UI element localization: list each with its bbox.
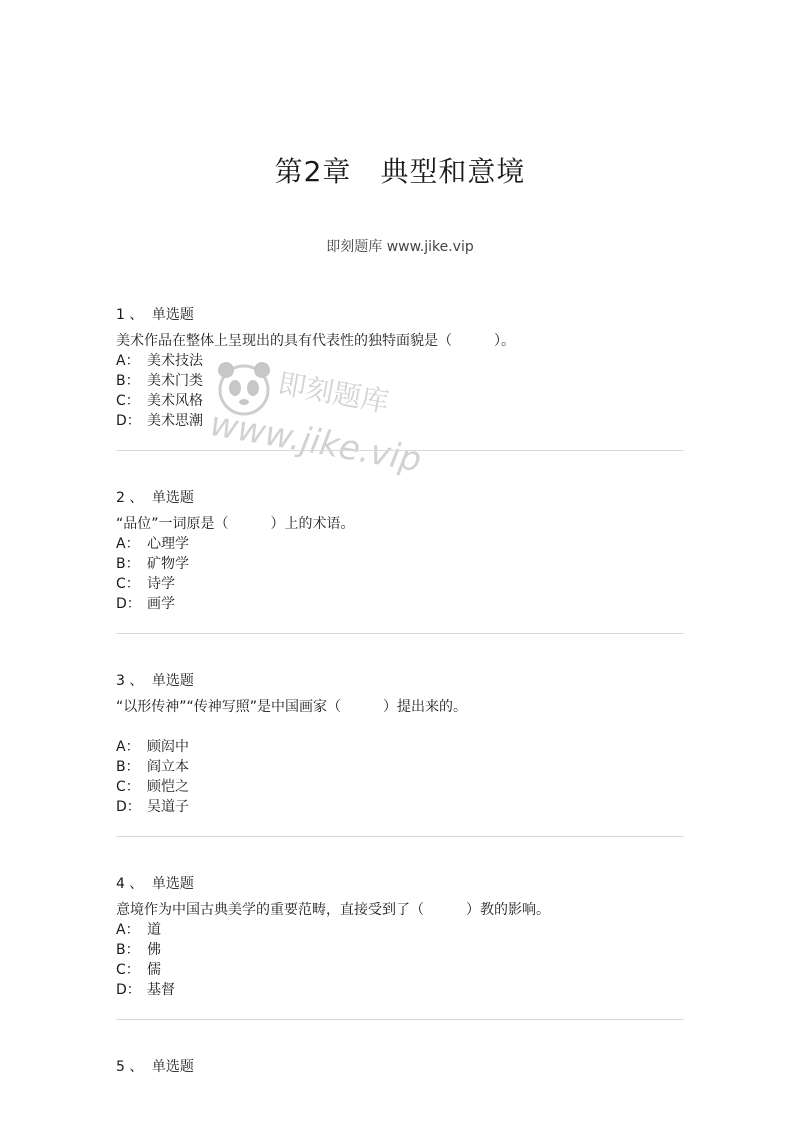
question-header: [116, 671, 684, 691]
question-text: “以形传神”“传神写照”是中国画家（ ）提出来的。: [116, 699, 468, 715]
option-c[interactable]: [116, 391, 684, 411]
question-separator: 、: [129, 1059, 144, 1075]
option-a[interactable]: [116, 920, 684, 940]
question-header: [116, 874, 684, 894]
question-type: 单选题: [151, 673, 194, 689]
option-b[interactable]: [116, 757, 684, 777]
question-2: [116, 488, 684, 634]
option-c[interactable]: [116, 960, 684, 980]
option-letter: C：: [116, 962, 140, 978]
question-separator: 、: [129, 307, 144, 323]
question-type: 单选题: [151, 490, 194, 506]
option-letter: D：: [116, 799, 141, 815]
option-b[interactable]: [116, 371, 684, 391]
option-a[interactable]: [116, 737, 684, 757]
option-letter: D：: [116, 982, 141, 998]
option-text: 阎立本: [147, 759, 189, 775]
question-number: 5: [116, 1059, 125, 1075]
question-list: [116, 305, 684, 1083]
question-1: [116, 305, 684, 451]
option-letter: B：: [116, 759, 140, 775]
question-text: 美术作品在整体上呈现出的具有代表性的独特面貌是（ ）。: [116, 333, 515, 349]
option-letter: C：: [116, 576, 140, 592]
question-separator: 、: [129, 490, 144, 506]
question-text: 意境作为中国古典美学的重要范畴，直接受到了（ ）教的影响。: [116, 902, 550, 918]
question-separator: 、: [129, 876, 144, 892]
question-4: [116, 874, 684, 1020]
question-type: 单选题: [151, 1059, 194, 1075]
question-5: [116, 1057, 684, 1077]
option-d[interactable]: [116, 980, 684, 1000]
question-3: [116, 671, 684, 837]
option-text: 矿物学: [147, 556, 189, 572]
question-header: [116, 488, 684, 508]
option-letter: D：: [116, 413, 141, 429]
option-text: 诗学: [147, 576, 175, 592]
question-text: “品位”一词原是（ ）上的术语。: [116, 516, 355, 532]
option-a[interactable]: [116, 351, 684, 371]
option-text: 画学: [147, 596, 175, 612]
option-text: 美术风格: [147, 393, 203, 409]
option-text: 美术思潮: [147, 413, 203, 429]
option-letter: A：: [116, 739, 140, 755]
option-letter: B：: [116, 556, 140, 572]
page-subtitle: 即刻题库 www.jike.vip: [326, 239, 474, 255]
option-b[interactable]: [116, 940, 684, 960]
question-header: [116, 1057, 684, 1077]
page-title: 第2章 典型和意境: [274, 155, 526, 188]
option-letter: A：: [116, 353, 140, 369]
option-c[interactable]: [116, 574, 684, 594]
question-number: 4: [116, 876, 125, 892]
option-d[interactable]: [116, 594, 684, 614]
option-text: 心理学: [147, 536, 189, 552]
question-type: 单选题: [151, 307, 194, 323]
watermark-url: www.jike.vip: [207, 404, 425, 481]
option-text: 基督: [147, 982, 175, 998]
option-text: 儒: [147, 962, 161, 978]
option-text: 美术门类: [147, 373, 203, 389]
question-number: 2: [116, 490, 125, 506]
option-letter: C：: [116, 393, 140, 409]
option-c[interactable]: [116, 777, 684, 797]
option-letter: B：: [116, 373, 140, 389]
option-letter: A：: [116, 536, 140, 552]
question-number: 3: [116, 673, 125, 689]
option-text: 顾闳中: [147, 739, 189, 755]
option-text: 美术技法: [147, 353, 203, 369]
option-letter: C：: [116, 779, 140, 795]
option-text: 佛: [147, 942, 161, 958]
question-type: 单选题: [151, 876, 194, 892]
option-text: 顾恺之: [147, 779, 189, 795]
option-a[interactable]: [116, 534, 684, 554]
option-d[interactable]: [116, 797, 684, 817]
divider: [116, 633, 684, 634]
question-header: [116, 305, 684, 325]
option-letter: A：: [116, 922, 140, 938]
option-d[interactable]: [116, 411, 684, 431]
option-letter: B：: [116, 942, 140, 958]
watermark-brand: 即刻题库: [275, 366, 392, 419]
divider: [116, 836, 684, 837]
option-text: 吴道子: [147, 799, 189, 815]
divider: [116, 1019, 684, 1020]
question-number: 1: [116, 307, 125, 323]
divider: [116, 450, 684, 451]
question-separator: 、: [129, 673, 144, 689]
option-text: 道: [147, 922, 161, 938]
option-letter: D：: [116, 596, 141, 612]
option-b[interactable]: [116, 554, 684, 574]
